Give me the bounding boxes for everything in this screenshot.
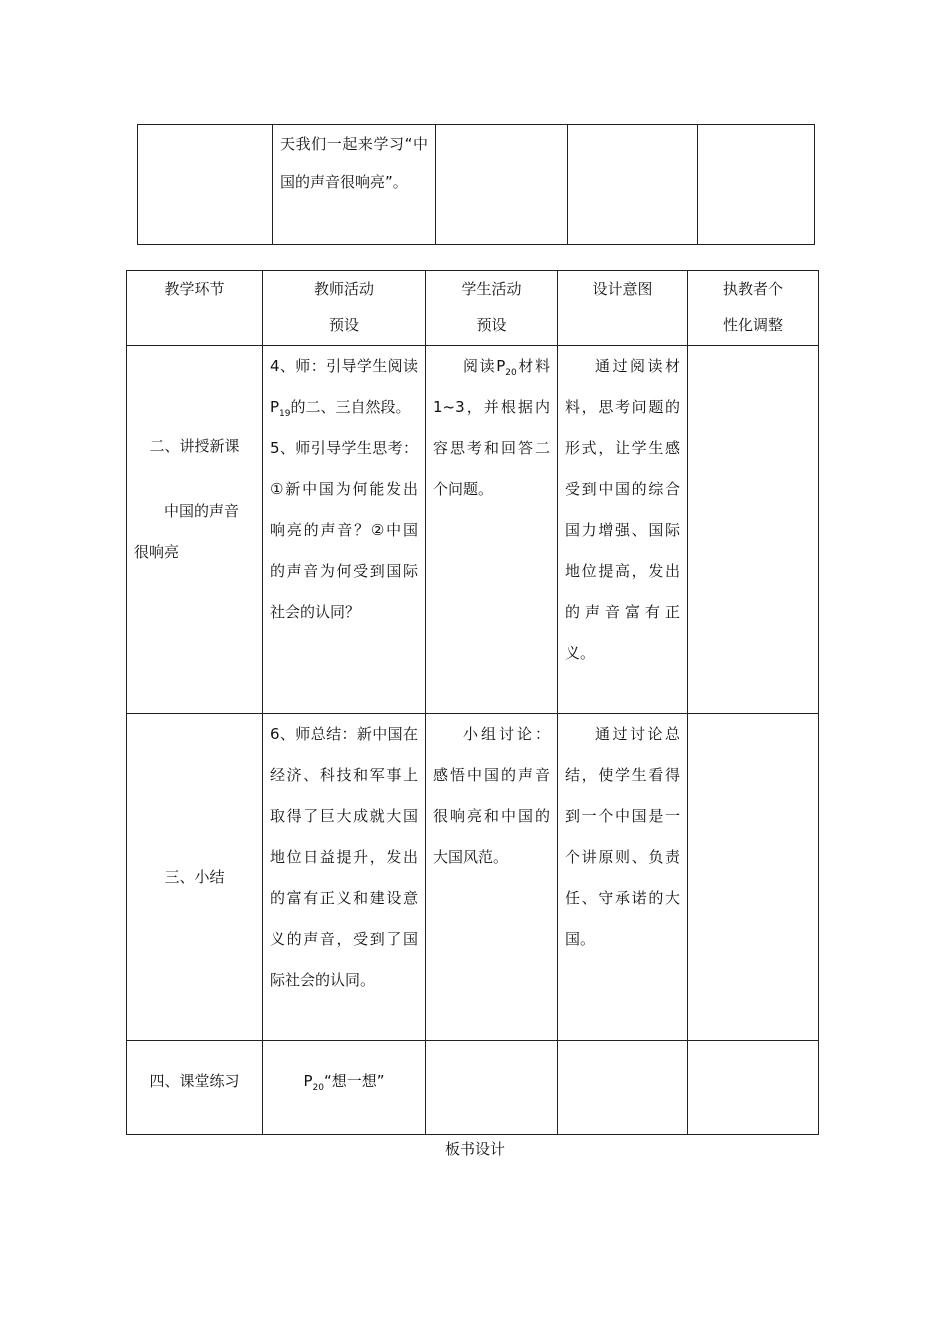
header-design: 设计意图: [558, 271, 688, 346]
student-activity-cell: 阅读$P_{20}$材料1~3，并根据内容思考和回答二个问题。: [426, 346, 558, 714]
design-intent-cell: 通过讨论总结，使学生看得到一个中国是一个讲原则、负责任、守承诺的大国。: [558, 714, 688, 1041]
stage-cell: 三、小结: [127, 714, 263, 1041]
stage-cell: [138, 125, 273, 245]
personal-adjust-cell: [698, 125, 815, 245]
design-intent-cell: [558, 1041, 688, 1135]
lesson-plan-table: [126, 270, 819, 1135]
personal-adjust-cell: [688, 346, 819, 714]
personal-adjust-cell: [688, 714, 819, 1041]
student-activity-cell: [436, 125, 568, 245]
board-design-caption: 板书设计: [444, 1140, 505, 1158]
table-row: [127, 714, 819, 1041]
header-teacher: 教师活动 预设: [263, 271, 426, 346]
table-row: [127, 346, 819, 714]
design-intent-cell: [568, 125, 698, 245]
header-student: 学生活动 预设: [426, 271, 558, 346]
stage-cell: 二、讲授新课 中国的声音 很响亮: [127, 346, 263, 714]
table-row: [127, 1041, 819, 1135]
personal-adjust-cell: [688, 1041, 819, 1135]
header-personal: 执教者个 性化调整: [688, 271, 819, 346]
student-activity-cell: [426, 1041, 558, 1135]
header-stage: 教学环节: [127, 271, 263, 346]
table-row: [138, 125, 815, 245]
teacher-activity-cell: 天我们一起来学习“中国的声音很响亮”。: [273, 125, 436, 245]
stage-cell: 四、课堂练习: [127, 1041, 263, 1135]
teacher-activity-cell: 4、师：引导学生阅读$P_{19}$的二、三自然段。 5、师引导学生思考：①新中国为何能发出响亮的声音？②中国的声音为何受到国际社会的认同？: [263, 346, 426, 714]
student-activity-cell: 小组讨论：感悟中国的声音很响亮和中国的大国风范。: [426, 714, 558, 1041]
continued-table: [137, 124, 815, 245]
header-row: [127, 271, 819, 346]
teacher-activity-cell: 6、师总结：新中国在经济、科技和军事上取得了巨大成就大国地位日益提升，发出的富有正义和建设意义的声音，受到了国际社会的认同。: [263, 714, 426, 1041]
design-intent-cell: 通过阅读材料，思考问题的形式，让学生感受到中国的综合国力增强、国际地位提高，发出的声音富有正义。: [558, 346, 688, 714]
teacher-activity-cell: $P_{20}“$想一想”: [263, 1041, 426, 1135]
